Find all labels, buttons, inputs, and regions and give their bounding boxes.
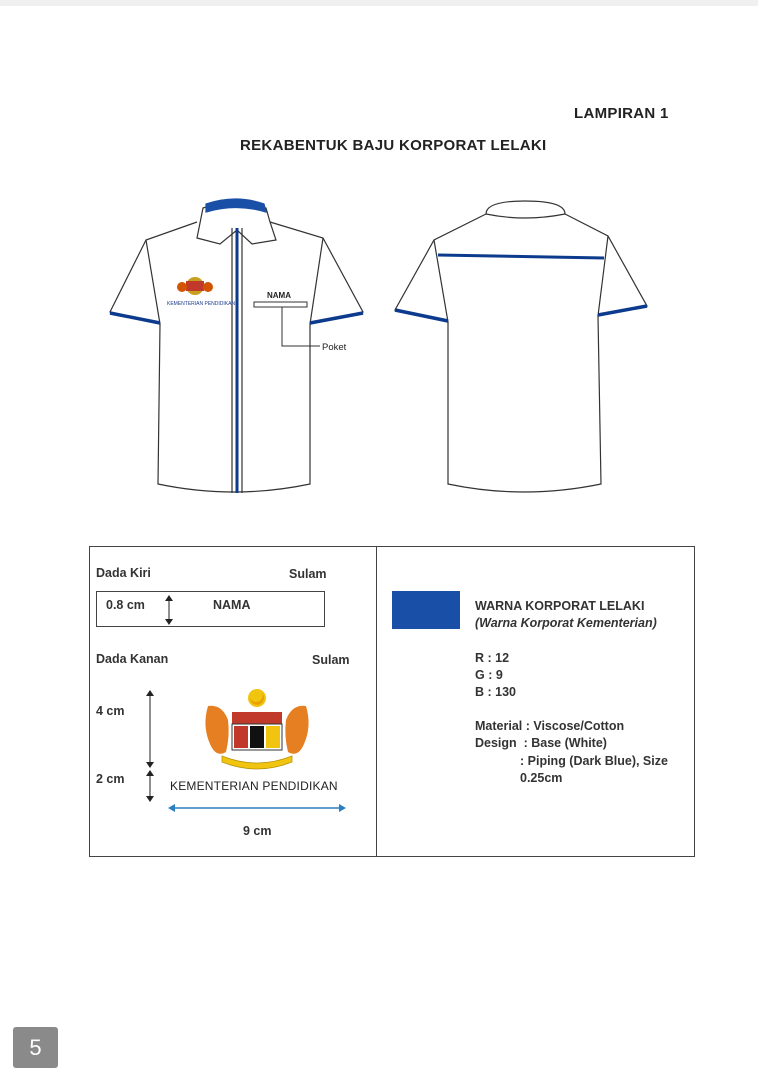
logo-height-label: 4 cm: [96, 704, 125, 718]
pocket-label: Poket: [322, 342, 347, 353]
design-base-line: Design : Base (White): [475, 736, 607, 750]
name-height-arrow-icon: [163, 595, 175, 625]
page-title: REKABENTUK BAJU KORPORAT LELAKI: [240, 137, 547, 154]
name-text: NAMA: [213, 598, 251, 612]
logo-height-arrow-icon: [144, 690, 156, 768]
chest-logo-text: KEMENTERIAN PENDIDIKAN: [167, 301, 236, 307]
dada-kanan-label: Dada Kanan: [96, 652, 169, 666]
width-label: 9 cm: [243, 824, 272, 838]
width-arrow-icon: [168, 802, 346, 814]
text-height-arrow-icon: [144, 770, 156, 802]
dada-kiri-label: Dada Kiri: [96, 566, 151, 580]
shirt-name-label: NAMA: [267, 291, 291, 300]
rgb-g: G : 9: [475, 668, 503, 682]
text-height-label: 2 cm: [96, 772, 125, 786]
material-line: Material : Viscose/Cotton: [475, 719, 625, 733]
appendix-label: LAMPIRAN 1: [574, 105, 669, 122]
rgb-b: B : 130: [475, 685, 516, 699]
sulam-label-1: Sulam: [289, 567, 327, 581]
color-subtitle: (Warna Korporat Kementerian): [475, 616, 657, 630]
name-height-label: 0.8 cm: [106, 598, 145, 612]
ministry-text: KEMENTERIAN PENDIDIKAN: [170, 779, 338, 793]
rgb-r: R : 12: [475, 651, 510, 665]
page-number-badge: 5: [13, 1027, 58, 1068]
design-piping-line: : Piping (Dark Blue), Size: [520, 754, 668, 768]
design-size-line: 0.25cm: [520, 771, 563, 785]
color-swatch: [392, 591, 460, 629]
sulam-label-2: Sulam: [312, 653, 350, 667]
spec-divider: [376, 546, 377, 857]
back-shirt: [395, 201, 647, 492]
coat-of-arms-icon: [200, 686, 314, 772]
shirt-name-strip: [254, 302, 307, 307]
color-title: WARNA KORPORAT LELAKI: [475, 599, 645, 613]
